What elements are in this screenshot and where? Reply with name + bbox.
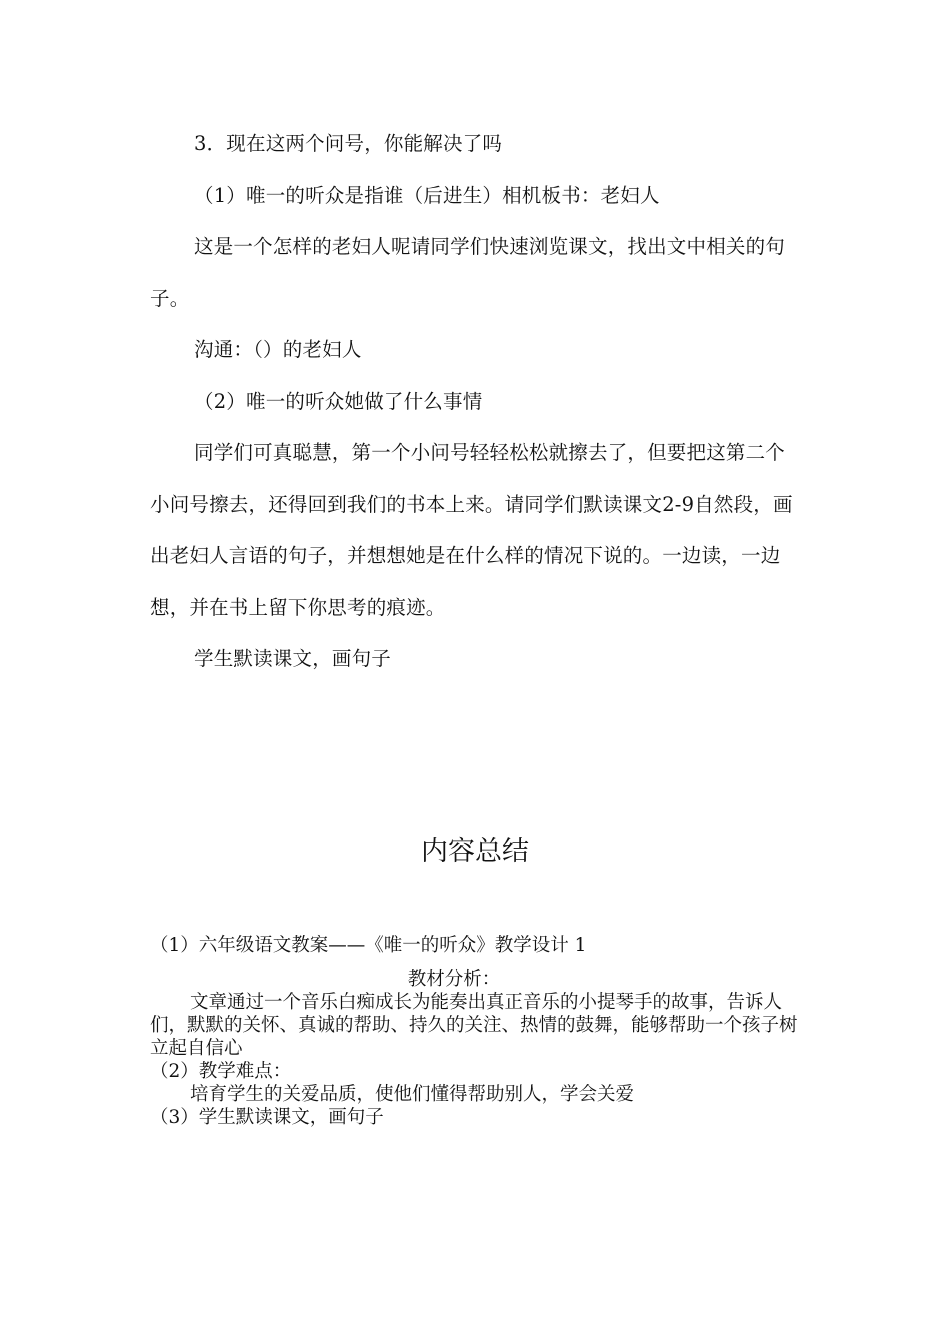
summary-analysis: 文章通过一个音乐白痴成长为能奏出真正音乐的小提琴手的故事，告诉人们，默默的关怀、真诚的帮助、持久的关注、热情的鼓舞，能够帮助一个孩子树立起自信心 [150,992,798,1059]
summary-subheading: 教材分析： [407,969,501,990]
lesson-body [150,118,802,685]
paragraph-browse-text: 这是一个怎样的老妇人呢请同学们快速浏览课文，找出文中相关的句子。 [150,235,786,310]
paragraph-listener-did: （2）唯一的听众她做了什么事情 [194,389,483,413]
summary-item-2: （2）教学难点： [150,1061,292,1082]
summary-item-1: （1）六年级语文教案——《唯一的听众》教学设计 1 [150,935,587,956]
summary-item-3: （3）学生默读课文，画句子 [150,1107,384,1128]
paragraph-listener-who: （1）唯一的听众是指谁（后进生）相机板书：老妇人 [194,183,660,207]
summary-section [150,934,802,1129]
paragraph-students-read: 学生默读课文，画句子 [194,647,392,670]
paragraph-question-3: 3．现在这两个问号，你能解决了吗 [194,132,503,155]
summary-difficulty: 培育学生的关爱品质，使他们懂得帮助别人，学会关爱 [190,1084,635,1105]
paragraph-silent-reading-task: 同学们可真聪慧，第一个小问号轻轻松松就擦去了，但要把这第二个小问号擦去，还得回到我们的书本上来。请同学们默读课文2-9自然段，画出老妇人言语的句子，并想想她是在什么样的情况下说的。一边读，一边想，并在书上留下你思考的痕迹。 [150,441,793,619]
paragraph-communicate: 沟通：（）的老妇人 [194,338,362,361]
summary-title: 内容总结 [421,836,529,867]
